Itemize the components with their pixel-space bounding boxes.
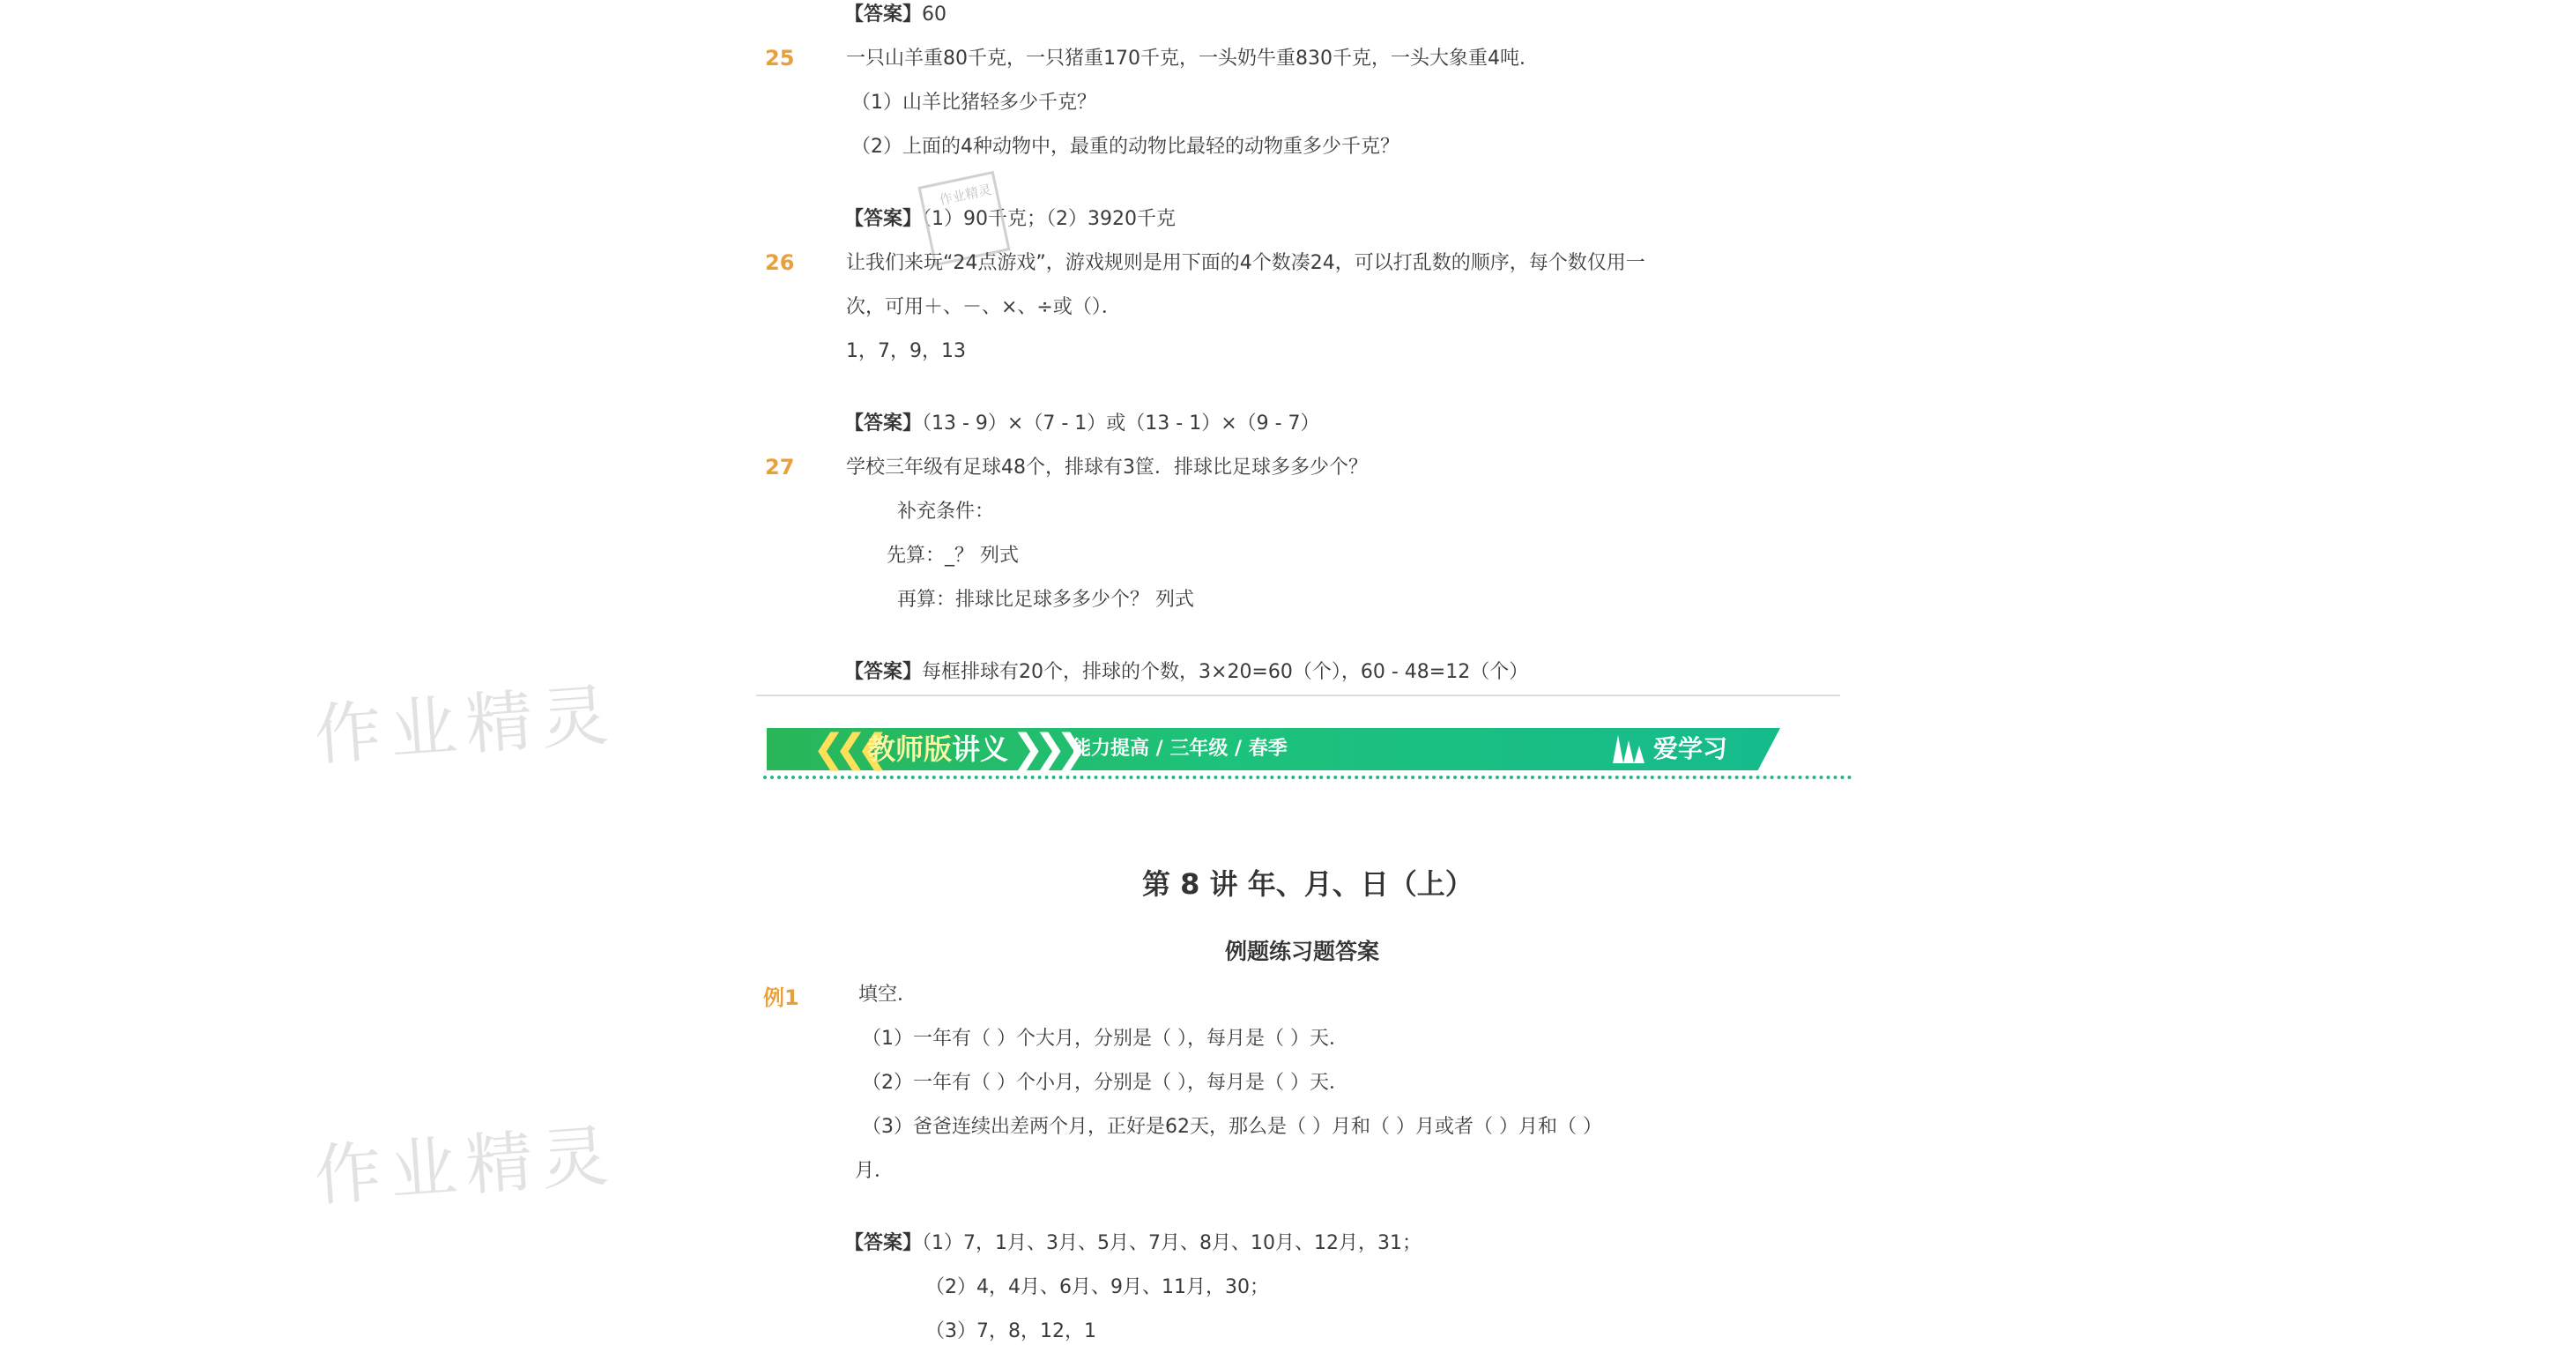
example-number: 例1: [763, 985, 799, 1010]
answer-line: （3）7，8，12，1: [925, 1320, 1096, 1342]
question-stem: 一只山羊重80千克，一只猪重170千克，一头奶牛重830千克，一头大象重4吨．: [846, 48, 1539, 70]
answer-key: 【答案】: [844, 661, 923, 683]
answer-key: 【答案】: [844, 208, 923, 230]
banner-dotted-line: [763, 776, 1852, 779]
answer-text: 60: [922, 4, 947, 26]
chevron-right-icon: ❯❯❯: [1012, 726, 1078, 771]
page-divider: [756, 695, 1840, 696]
example-line: 月．: [855, 1160, 895, 1182]
answer-key: 【答案】: [844, 412, 923, 435]
sub-question: （1）山羊比猪轻多少千克？: [851, 92, 1096, 114]
example-line: （1）一年有（ ）个大月，分别是（ ），每月是（ ）天．: [862, 1028, 1348, 1050]
q26-answer: [844, 411, 1320, 437]
banner-title: [867, 728, 1008, 770]
watermark-top: 作业精灵: [311, 675, 620, 775]
stamp-text: 作业精灵: [938, 182, 993, 209]
banner-subtitle: 能力提高 / 三年级 / 春季: [1072, 738, 1288, 760]
question-line: 再算：排球比足球多多少个？ 列式: [897, 589, 1194, 611]
answer-text: （1）7，1月、3月、5月、7月、8月、10月、12月，31；: [922, 1232, 1422, 1254]
question-line: 先算：_？ 列式: [887, 545, 1019, 567]
question-stem: 让我们来玩“24点游戏”，游戏规则是用下面的4个数凑24，可以打乱数的顺序，每个数仅用一: [846, 252, 1645, 274]
lecture-title: 第 8 讲 年、月、日（上）: [1142, 867, 1474, 901]
q27-answer: [844, 659, 1528, 686]
question-number: 27: [765, 455, 795, 479]
question-line: 补充条件：: [897, 501, 995, 523]
answer-line: （2）4，4月、6月、9月、11月，30；: [925, 1276, 1269, 1298]
banner-title-b: 讲义: [952, 732, 1009, 766]
answer-text: 每框排球有20个，排球的个数，3×20=60（个），60 - 48=12（个）: [922, 661, 1529, 683]
answer-key: 【答案】: [844, 1232, 923, 1254]
brand-logo-text: 爱学习: [1653, 734, 1728, 763]
question-stem: 1，7，9，13: [846, 340, 966, 362]
lecture-subtitle: 例题练习题答案: [1225, 939, 1380, 964]
chevron-left-icon: ❮❮❮: [813, 726, 879, 771]
answer-text: （13 - 9）×（7 - 1）或（13 - 1）×（9 - 7）: [922, 412, 1320, 435]
q25-answer: [844, 206, 1176, 233]
answer-text: （1）90千克；（2）3920千克: [922, 208, 1176, 230]
question-stem: 学校三年级有足球48个，排球有3筐．排球比足球多多少个？: [846, 457, 1368, 479]
answer-key: 【答案】: [844, 4, 923, 26]
question-stem: 次，可用＋、－、×、÷或（）．: [846, 296, 1121, 318]
example-line: （2）一年有（ ）个小月，分别是（ ），每月是（ ）天．: [862, 1072, 1348, 1094]
brand-logo-icon: [1609, 732, 1648, 767]
question-number: 25: [765, 46, 795, 71]
q24-answer: [844, 2, 947, 28]
ex1-answer: [844, 1230, 1422, 1257]
watermark-bottom: 作业精灵: [311, 1116, 620, 1215]
question-number: 26: [765, 250, 795, 275]
example-line: （3）爸爸连续出差两个月，正好是62天，那么是（ ）月和（ ）月或者（ ）月和（ ）: [862, 1116, 1602, 1138]
banner-title-a: 教师版: [867, 732, 953, 766]
example-stem: 填空．: [858, 984, 917, 1006]
sub-question: （2）上面的4种动物中，最重的动物比最轻的动物重多少千克？: [851, 136, 1399, 158]
